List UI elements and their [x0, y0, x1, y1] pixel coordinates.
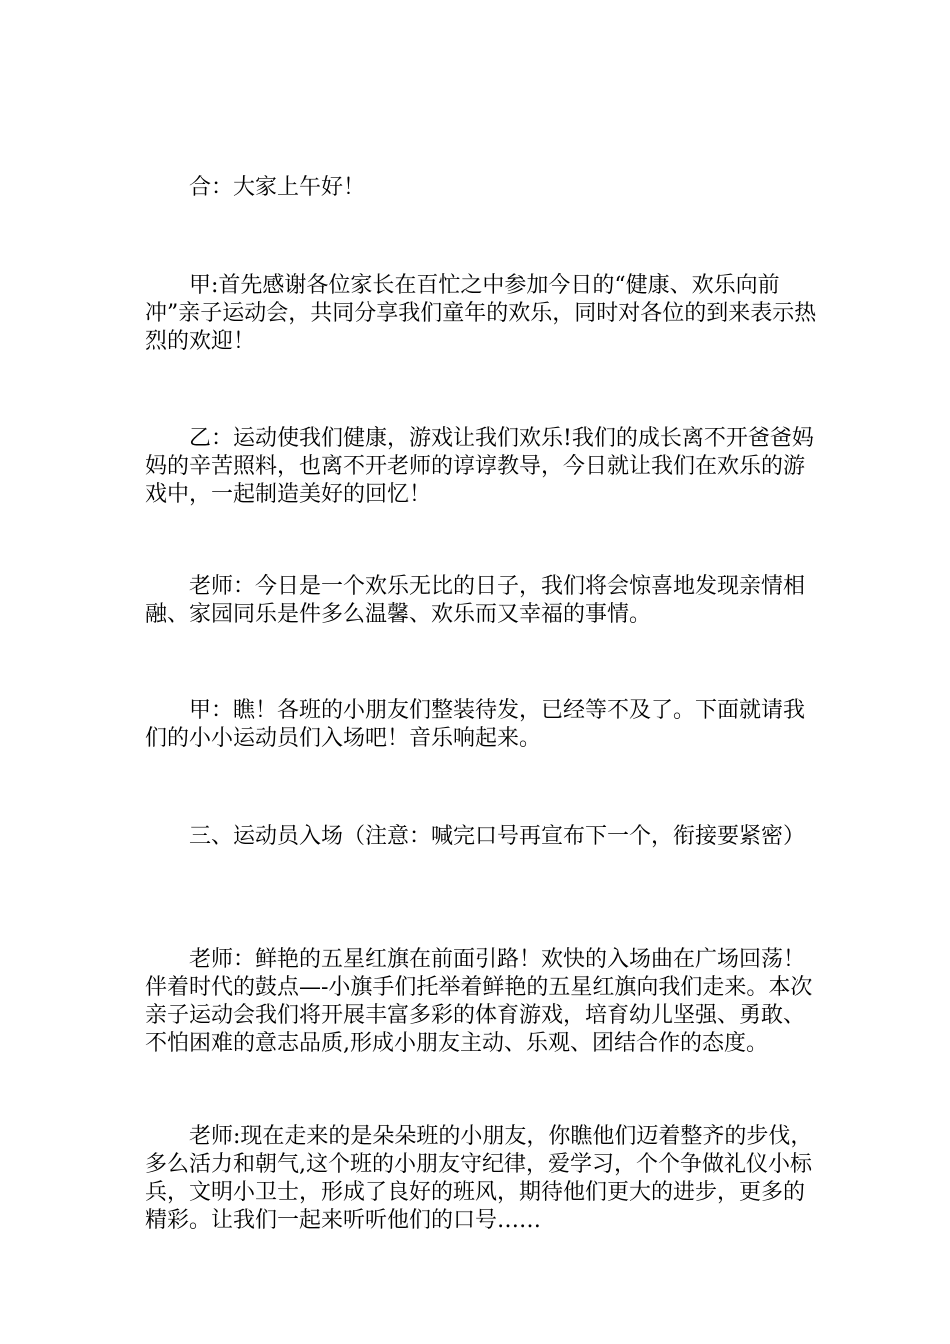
paragraph-entrance-call: 甲：瞧！各班的小朋友们整装待发，已经等不及了。下面就请我们的小小运动员们入场吧！音乐响起来。 — [145, 698, 806, 751]
paragraph-section-heading: 三、运动员入场（注意：喊完口号再宣布下一个，衔接要紧密） — [189, 824, 806, 849]
paragraph-flag-procession: 老师：鲜艳的五星红旗在前面引路！欢快的入场曲在广场回荡！伴着时代的鼓点—-小旗手们托举着鲜艳的五星红旗向我们走来。本次亲子运动会我们将开展丰富多彩的体育游戏，培育幼儿坚强、勇敢、不怕困难的意志品质,形成小朋友主动、乐观、团结合作的态度。 — [145, 947, 813, 1056]
paragraph-welcome: 甲:首先感谢各位家长在百忙之中参加今日的“健康、欢乐向前冲”亲子运动会，共同分享我们童年的欢乐，同时对各位的到来表示热烈的欢迎！ — [145, 273, 817, 354]
paragraph-class-introduction: 老师:现在走来的是朵朵班的小朋友，你瞧他们迈着整齐的步伐，多么活力和朝气,这个班的小朋友守纪律，爱学习，个个争做礼仪小标兵，文明小卫士，形成了良好的班风，期待他们更大的进步，更多的精彩。让我们一起来听听他们的口号…… — [145, 1124, 813, 1233]
paragraph-greeting: 合：大家上午好！ — [189, 175, 366, 200]
paragraph-sports-joy: 乙：运动使我们健康，游戏让我们欢乐!我们的成长离不开爸爸妈妈的辛苦照料，也离不开老师的谆谆教导，今日就让我们在欢乐的游戏中，一起制造美好的回忆！ — [145, 426, 814, 507]
paragraph-happy-day: 老师：今日是一个欢乐无比的日子，我们将会惊喜地发现亲情相融、家园同乐是件多么温馨、欢乐而又幸福的事情。 — [145, 574, 806, 627]
